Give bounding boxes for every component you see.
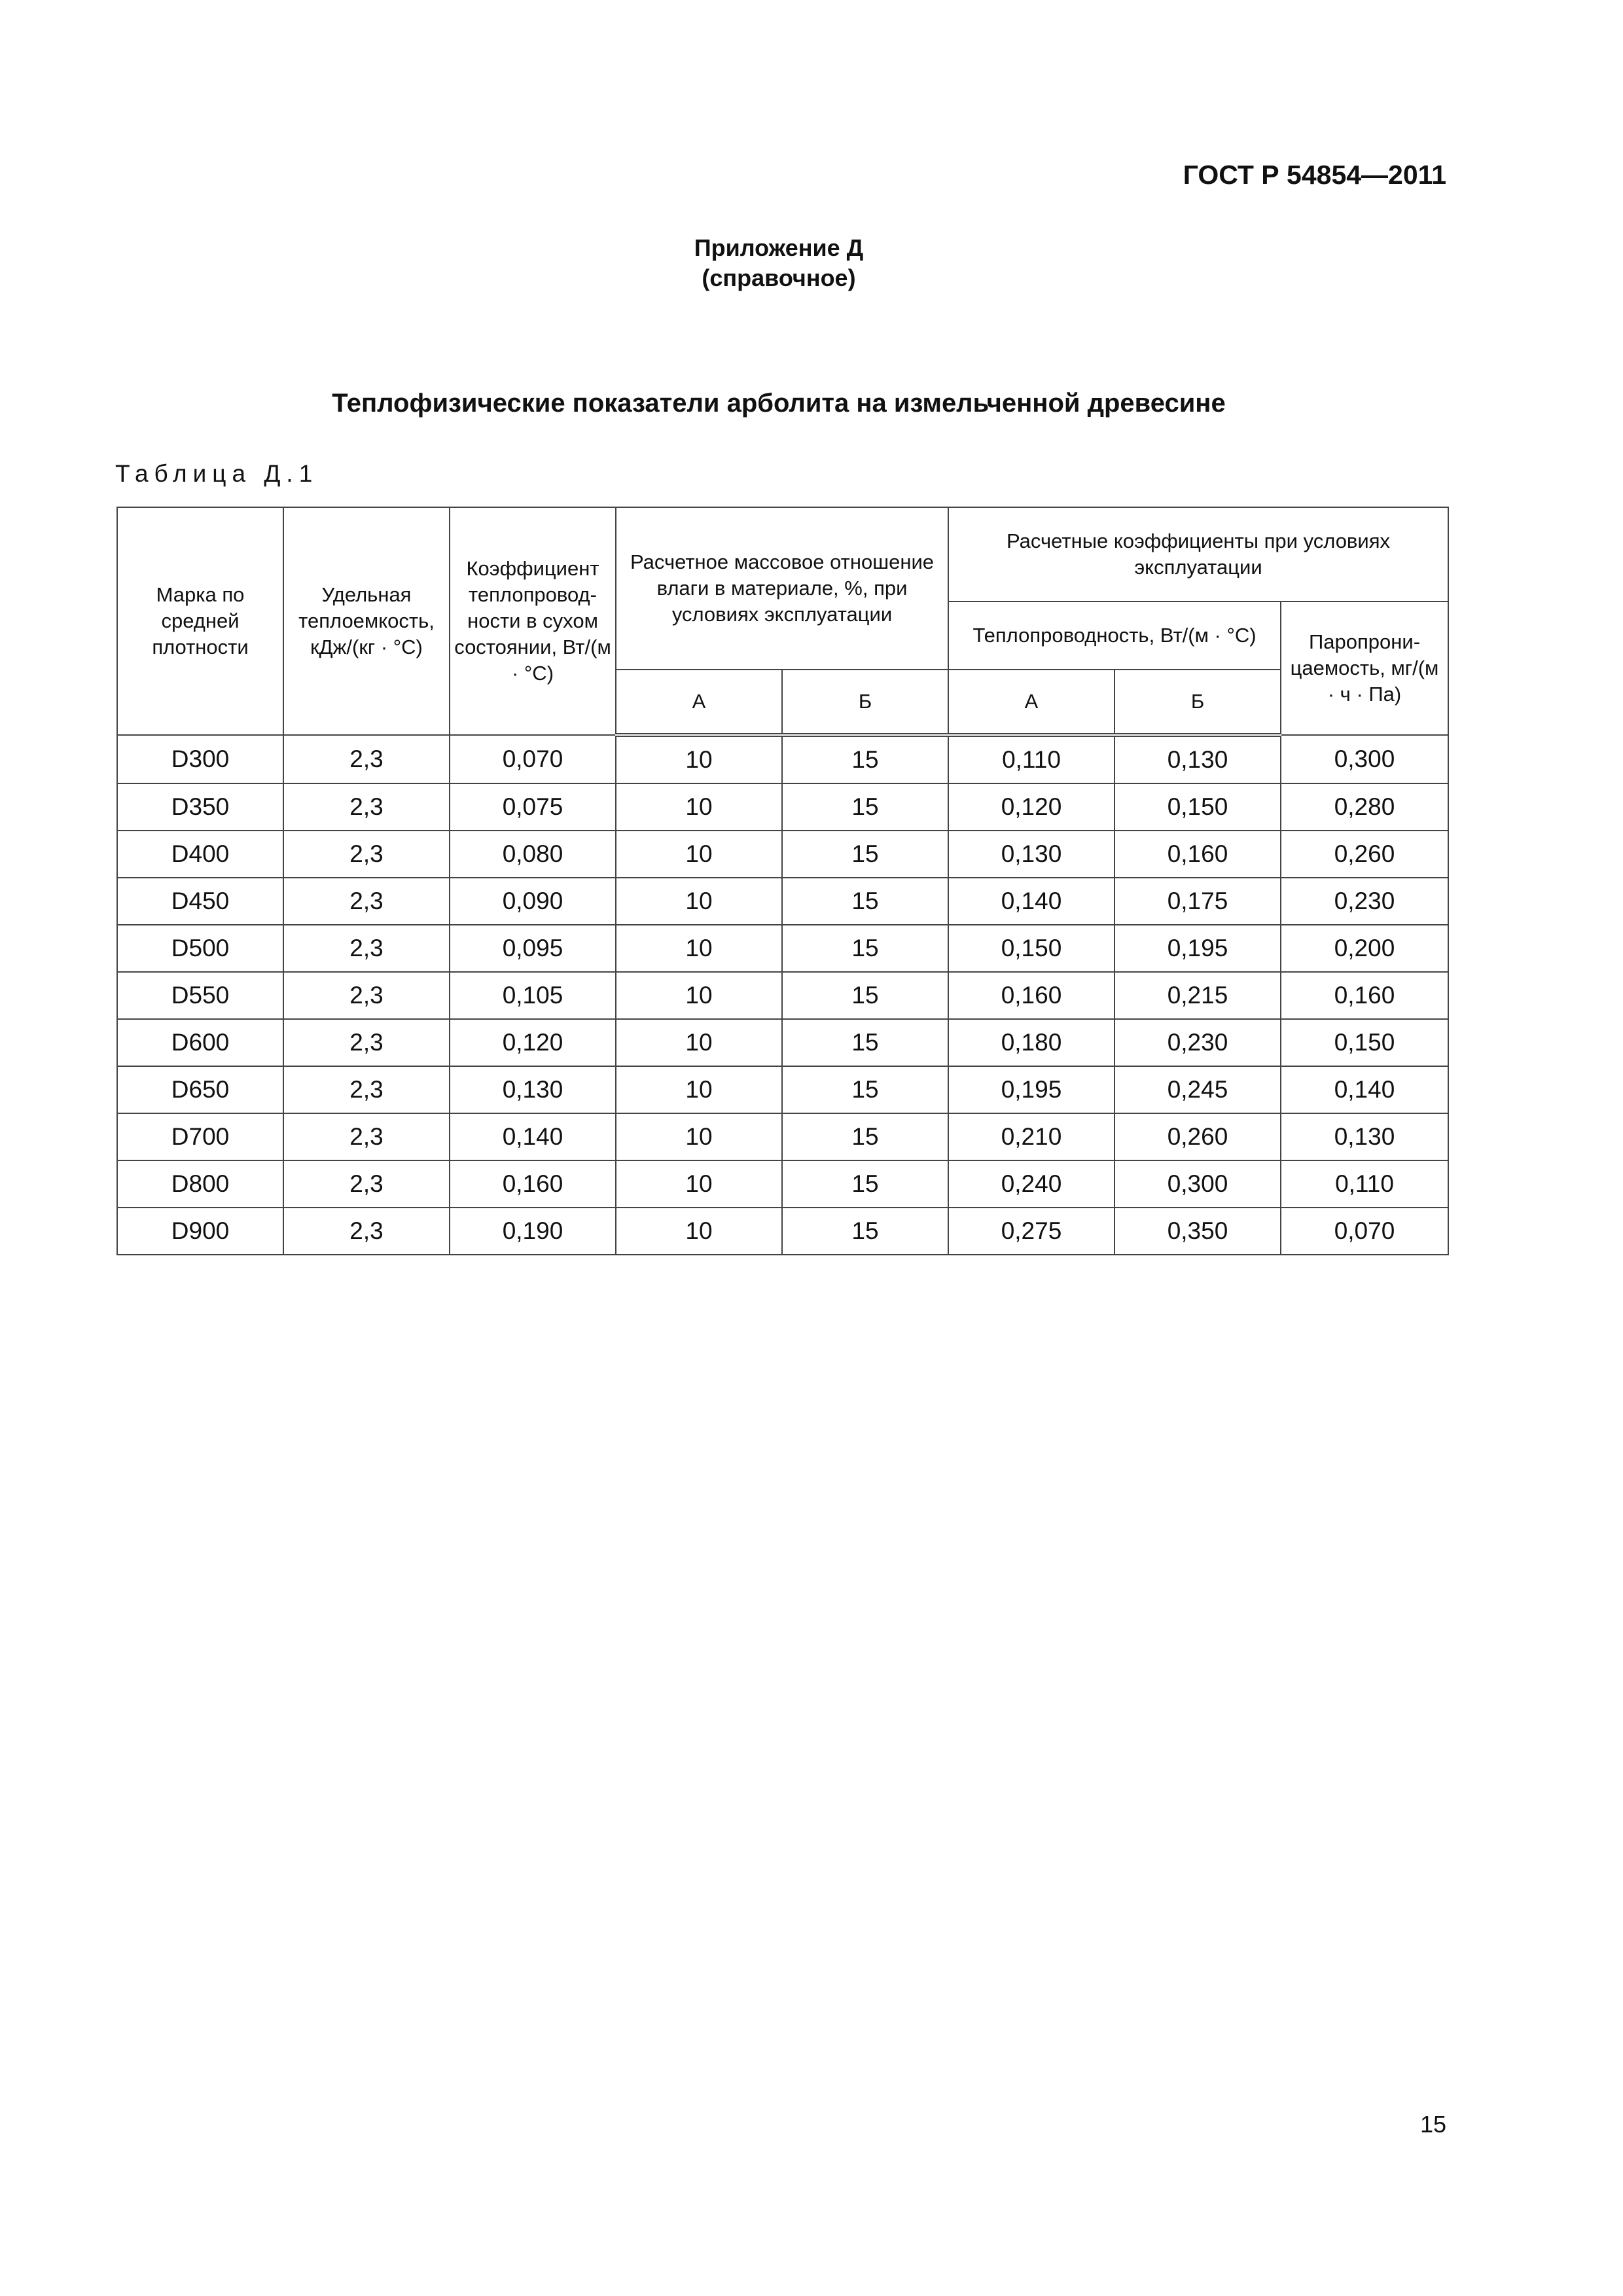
table-cell: 0,130 <box>1281 1113 1448 1160</box>
table-cell: 0,120 <box>948 783 1115 831</box>
table-row <box>117 972 1448 1019</box>
appendix-heading <box>0 233 1558 293</box>
table-cell: 15 <box>782 1019 948 1066</box>
table-cell: 0,260 <box>1281 831 1448 878</box>
table-cell: 10 <box>616 831 782 878</box>
table-row <box>117 1113 1448 1160</box>
table-cell: 10 <box>616 925 782 972</box>
table-cell: 0,120 <box>450 1019 616 1066</box>
table-cell: 0,300 <box>1281 735 1448 783</box>
table-cell: 0,160 <box>1281 972 1448 1019</box>
table-cell: 10 <box>616 735 782 783</box>
header-mark: Марка по средней плотности <box>117 507 283 735</box>
table-cell: 0,350 <box>1115 1208 1281 1255</box>
table-cell: 0,150 <box>1115 783 1281 831</box>
table-cell: 2,3 <box>283 735 450 783</box>
table-cell: D300 <box>117 735 283 783</box>
table-cell: 15 <box>782 925 948 972</box>
table-cell: 0,130 <box>450 1066 616 1113</box>
table-cell: 2,3 <box>283 1066 450 1113</box>
table-cell: 2,3 <box>283 1113 450 1160</box>
table-cell: D900 <box>117 1208 283 1255</box>
table-label: Таблица Д.1 <box>115 460 319 487</box>
table-cell: 15 <box>782 1066 948 1113</box>
table-cell: 0,160 <box>948 972 1115 1019</box>
header-conductivity-b: Б <box>1115 670 1281 735</box>
table-row <box>117 783 1448 831</box>
table-row <box>117 735 1448 783</box>
table-cell: 0,300 <box>1115 1160 1281 1208</box>
table-cell: 15 <box>782 1160 948 1208</box>
table-cell: 0,195 <box>1115 925 1281 972</box>
table-cell: 2,3 <box>283 972 450 1019</box>
table-cell: 15 <box>782 972 948 1019</box>
table-cell: 15 <box>782 831 948 878</box>
appendix-subtitle: (справочное) <box>702 264 856 291</box>
table-cell: D350 <box>117 783 283 831</box>
table-cell: 0,090 <box>450 878 616 925</box>
table-cell: 0,180 <box>948 1019 1115 1066</box>
table-cell: 15 <box>782 735 948 783</box>
table-row <box>117 878 1448 925</box>
header-conductivity-a: А <box>948 670 1115 735</box>
table-cell: 0,160 <box>450 1160 616 1208</box>
header-heat-capacity: Удельная теплоемкость, кДж/(кг · °С) <box>283 507 450 735</box>
table-cell: 0,280 <box>1281 783 1448 831</box>
appendix-title: Приложение Д <box>694 234 864 261</box>
table-cell: 0,240 <box>948 1160 1115 1208</box>
table-cell: 2,3 <box>283 878 450 925</box>
header-dry-conductivity: Коэффициент теплопровод-ности в сухом состоянии, Вт/(м · °С) <box>450 507 616 735</box>
table-cell: 15 <box>782 783 948 831</box>
document-code: ГОСТ Р 54854—2011 <box>1183 160 1446 190</box>
table-cell: 0,140 <box>450 1113 616 1160</box>
table-cell: 0,175 <box>1115 878 1281 925</box>
table-cell: 0,130 <box>948 831 1115 878</box>
table-cell: 0,095 <box>450 925 616 972</box>
table-cell: 0,200 <box>1281 925 1448 972</box>
table-cell: 2,3 <box>283 783 450 831</box>
table-cell: 2,3 <box>283 1160 450 1208</box>
table-cell: 2,3 <box>283 1208 450 1255</box>
section-title: Теплофизические показатели арболита на измельченной древесине <box>332 389 1226 418</box>
table-cell: D500 <box>117 925 283 972</box>
table-cell: 0,140 <box>948 878 1115 925</box>
table-cell: 0,215 <box>1115 972 1281 1019</box>
table-cell: 10 <box>616 1019 782 1066</box>
table-cell: 10 <box>616 1113 782 1160</box>
table-cell: 0,070 <box>450 735 616 783</box>
table-cell: 10 <box>616 1066 782 1113</box>
table-cell: D600 <box>117 1019 283 1066</box>
table-cell: 15 <box>782 878 948 925</box>
table-cell: 0,230 <box>1115 1019 1281 1066</box>
header-coefficients: Расчетные коэффициенты при условиях эксплуатации <box>948 507 1448 601</box>
table-cell: D650 <box>117 1066 283 1113</box>
table-cell: 15 <box>782 1208 948 1255</box>
table-cell: 0,275 <box>948 1208 1115 1255</box>
table-cell: 0,130 <box>1115 735 1281 783</box>
header-vapor-permeability: Паропрони-цаемость, мг/(м · ч · Па) <box>1281 601 1448 735</box>
table-cell: 0,150 <box>1281 1019 1448 1066</box>
table-row <box>117 1019 1448 1066</box>
table-cell: D450 <box>117 878 283 925</box>
header-moisture-b: Б <box>782 670 948 735</box>
table-cell: 15 <box>782 1113 948 1160</box>
table-row <box>117 1208 1448 1255</box>
table-cell: 0,160 <box>1115 831 1281 878</box>
table-cell: 0,190 <box>450 1208 616 1255</box>
table-cell: 0,110 <box>1281 1160 1448 1208</box>
table-cell: 0,245 <box>1115 1066 1281 1113</box>
table-cell: 0,195 <box>948 1066 1115 1113</box>
table-cell: 2,3 <box>283 1019 450 1066</box>
table-cell: 0,210 <box>948 1113 1115 1160</box>
table-cell: 0,230 <box>1281 878 1448 925</box>
table-cell: 2,3 <box>283 925 450 972</box>
table-cell: 2,3 <box>283 831 450 878</box>
table-row <box>117 1160 1448 1208</box>
table-cell: 10 <box>616 1208 782 1255</box>
table-cell: 0,110 <box>948 735 1115 783</box>
table-cell: 0,080 <box>450 831 616 878</box>
table-cell: D400 <box>117 831 283 878</box>
header-moisture-a: А <box>616 670 782 735</box>
table-cell: 0,070 <box>1281 1208 1448 1255</box>
table-cell: D700 <box>117 1113 283 1160</box>
table-cell: 0,105 <box>450 972 616 1019</box>
table-cell: 10 <box>616 783 782 831</box>
table-cell: 0,140 <box>1281 1066 1448 1113</box>
table-cell: 0,260 <box>1115 1113 1281 1160</box>
data-table <box>116 507 1449 1255</box>
table-cell: 10 <box>616 972 782 1019</box>
table-cell: 0,075 <box>450 783 616 831</box>
table-cell: 10 <box>616 1160 782 1208</box>
header-moisture: Расчетное массовое отношение влаги в материале, %, при условиях эксплуатации <box>616 507 948 670</box>
page-number: 15 <box>1419 2111 1446 2138</box>
table-cell: 10 <box>616 878 782 925</box>
header-conductivity: Теплопроводность, Вт/(м · °С) <box>948 601 1281 670</box>
table-cell: 0,150 <box>948 925 1115 972</box>
table-row <box>117 831 1448 878</box>
table-row <box>117 1066 1448 1113</box>
table-cell: D550 <box>117 972 283 1019</box>
table-cell: D800 <box>117 1160 283 1208</box>
table-row <box>117 925 1448 972</box>
